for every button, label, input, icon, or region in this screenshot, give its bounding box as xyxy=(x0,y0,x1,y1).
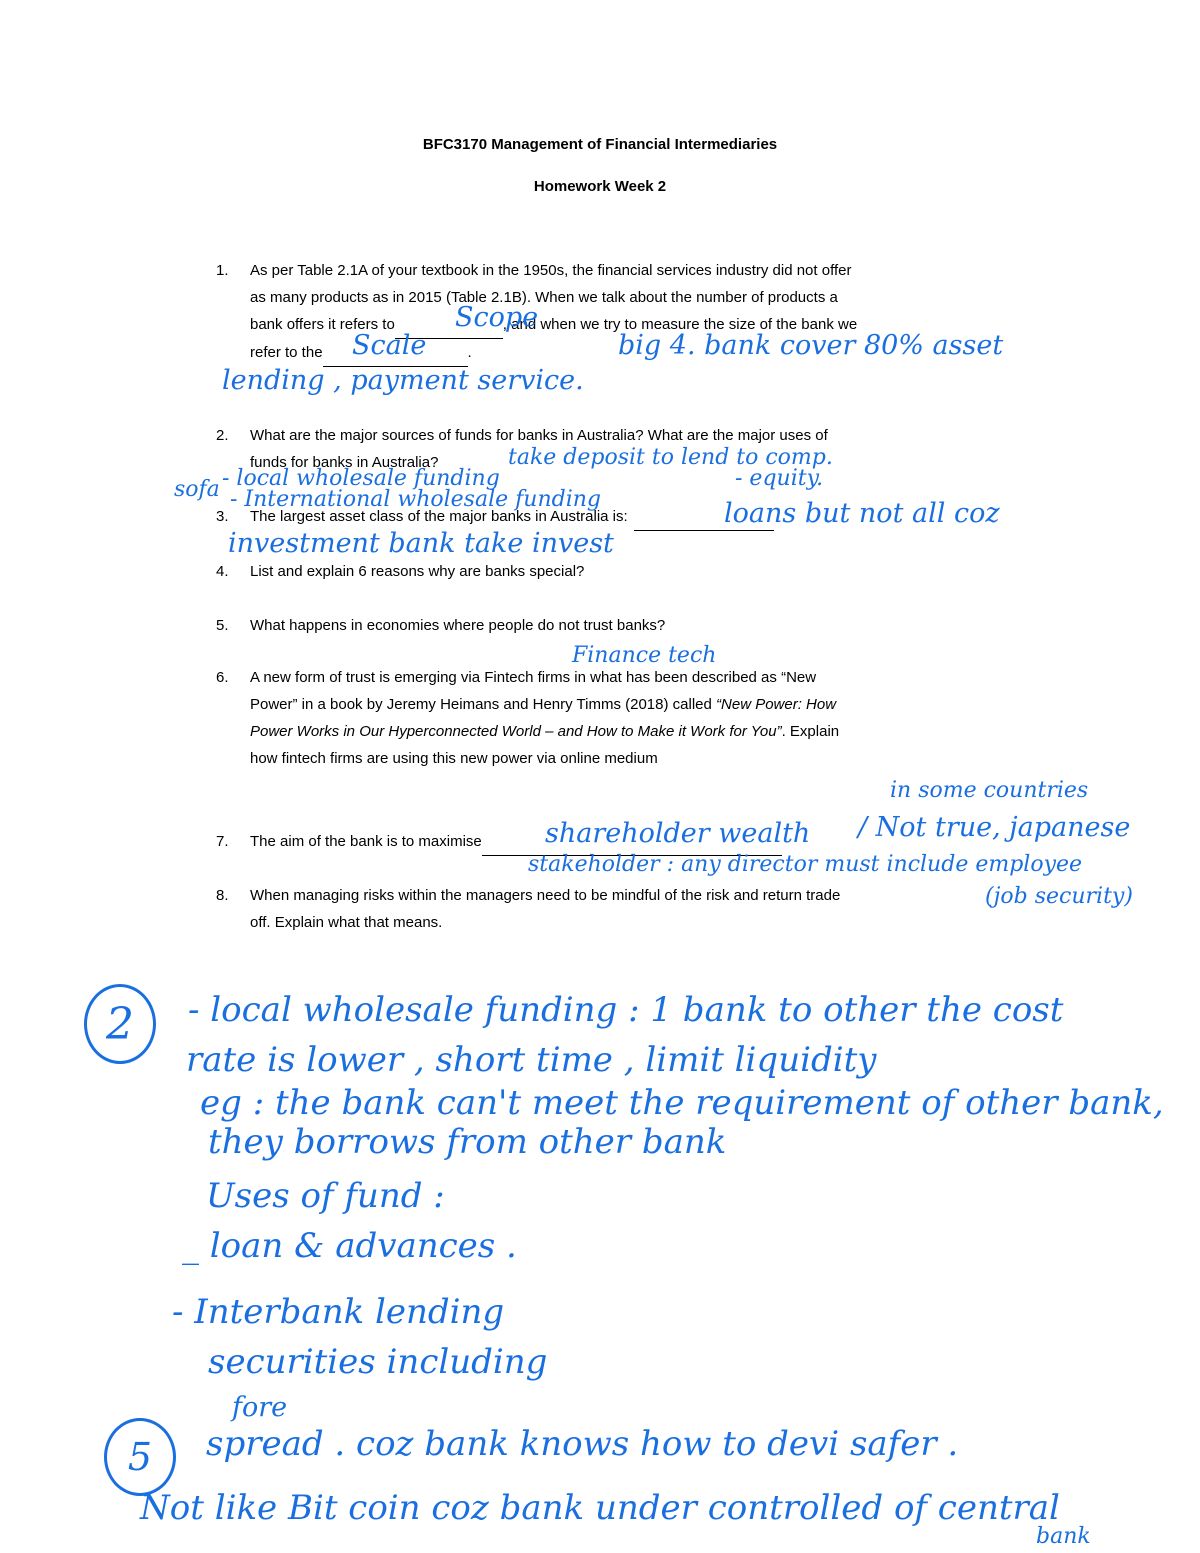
question-text: Power” in a book by Jeremy Heimans and Henry Timms (2018) called “New Power: How xyxy=(250,696,837,713)
handwritten-answer-line: Not like Bit coin coz bank under controlled of central xyxy=(140,1488,1060,1528)
handwritten-note: Finance tech xyxy=(572,643,717,668)
question-text: The aim of the bank is to maximise xyxy=(250,833,482,850)
handwritten-answer-line: _ loan & advances . xyxy=(182,1226,517,1266)
question-number: 2. xyxy=(216,427,229,444)
question-number: 3. xyxy=(216,508,229,525)
course-title: BFC3170 Management of Financial Intermediaries xyxy=(422,136,778,153)
handwritten-note: in some countries xyxy=(890,778,1089,803)
question-text: What are the major sources of funds for banks in Australia? What are the major uses of xyxy=(250,427,828,444)
question-text: List and explain 6 reasons why are banks special? xyxy=(250,563,585,580)
question-text: bank offers it refers to , and when we try to measure the size of the bank we xyxy=(250,311,1026,339)
question-text: as many products as in 2015 (Table 2.1B). When we talk about the number of products a xyxy=(250,289,838,306)
question-4 xyxy=(216,558,1026,586)
handwritten-answer-line: securities including xyxy=(208,1342,548,1382)
circled-number-2: 2 xyxy=(84,984,156,1064)
question-number: 6. xyxy=(216,669,229,686)
question-6 xyxy=(216,664,1026,774)
question-text: funds for banks in Australia? xyxy=(250,454,439,471)
handwritten-answer-line: bank xyxy=(1036,1524,1091,1549)
handwritten-note: lending , payment service. xyxy=(222,365,584,396)
handwritten-margin-note: sofa xyxy=(174,477,220,502)
question-8 xyxy=(216,882,1026,938)
homework-subtitle: Homework Week 2 xyxy=(533,178,667,195)
question-text: refer to the . xyxy=(250,339,1026,367)
handwritten-note: take deposit to lend to comp. xyxy=(508,445,833,470)
handwritten-note: stakeholder : any director must include employee xyxy=(528,852,1083,877)
handwritten-answer-line: Uses of fund : xyxy=(206,1176,445,1216)
question-text: The largest asset class of the major banks in Australia is: xyxy=(250,508,628,525)
question-text: how fintech firms are using this new power via online medium xyxy=(250,750,658,767)
handwritten-answer-line: - Interbank lending xyxy=(172,1292,505,1332)
handwritten-note: - International wholesale funding xyxy=(230,487,601,512)
handwritten-note: / Not true, japanese xyxy=(858,812,1131,843)
handwritten-answer-line: - local wholesale funding : 1 bank to other the cost xyxy=(188,990,1064,1030)
question-number: 5. xyxy=(216,617,229,634)
handwritten-answer-line: rate is lower , short time , limit liquidity xyxy=(186,1040,877,1080)
handwritten-note: - equity. xyxy=(735,466,824,491)
question-5 xyxy=(216,612,1026,640)
handwritten-answer-line: eg : the bank can't meet the requirement of other bank, xyxy=(200,1083,1164,1123)
question-text: Power Works in Our Hyperconnected World – and How to Make it Work for You”. Explain xyxy=(250,723,840,740)
question-number: 4. xyxy=(216,563,229,580)
question-text: When managing risks within the managers need to be mindful of the risk and return trade xyxy=(250,887,841,904)
handwritten-answer: shareholder wealth xyxy=(545,818,811,849)
question-number: 7. xyxy=(216,833,229,850)
handwritten-answer-line: spread . coz bank knows how to devi safer . xyxy=(206,1424,959,1464)
circled-number-5: 5 xyxy=(104,1418,176,1496)
handwritten-answer-line: fore xyxy=(232,1392,288,1423)
question-number: 8. xyxy=(216,887,229,904)
question-text: off. Explain what that means. xyxy=(250,914,443,931)
handwritten-note: - local wholesale funding xyxy=(222,466,500,491)
handwritten-answer: loans but not all coz xyxy=(724,498,1000,529)
handwritten-note: investment bank take invest xyxy=(228,528,614,559)
handwritten-note: (job security) xyxy=(985,884,1133,909)
handwritten-note: big 4. bank cover 80% asset xyxy=(618,330,1004,361)
handwritten-scale: Scale xyxy=(352,330,427,361)
question-text: What happens in economies where people do not trust banks? xyxy=(250,617,666,634)
question-text: As per Table 2.1A of your textbook in the 1950s, the financial services industry did not offer xyxy=(250,262,852,279)
question-number: 1. xyxy=(216,262,229,279)
handwritten-scope: Scope xyxy=(455,302,539,333)
question-text: A new form of trust is emerging via Fintech firms in what has been described as “New xyxy=(250,669,817,686)
handwritten-answer-line: they borrows from other bank xyxy=(208,1122,727,1162)
